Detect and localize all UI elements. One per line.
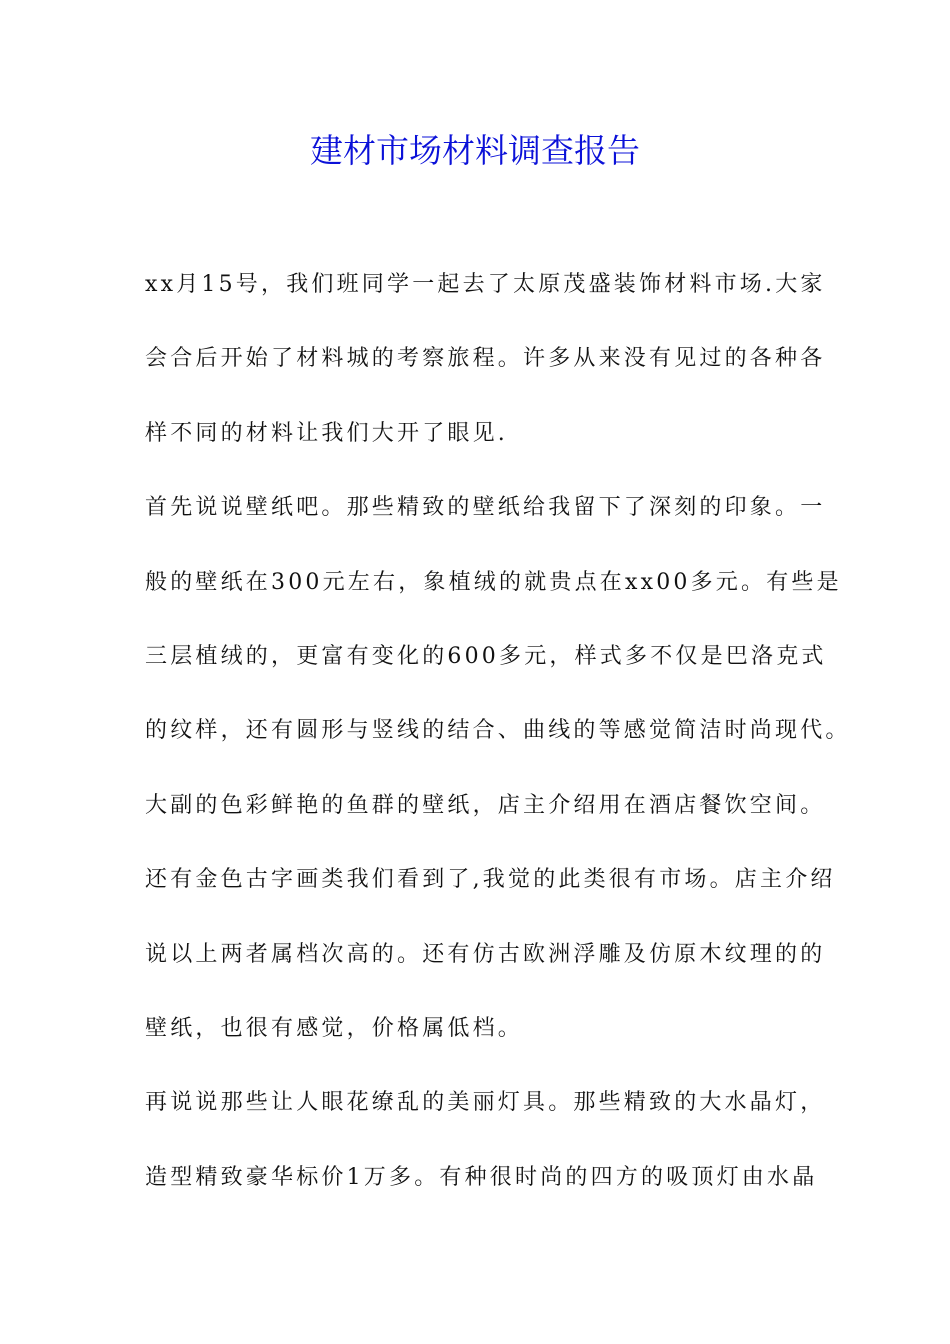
text-line: 样不同的材料让我们大开了眼见. bbox=[145, 420, 508, 446]
text-line: 三层植绒的，更富有变化的600多元，样式多不仅是巴洛克式 bbox=[145, 643, 827, 669]
document-title: 建材市场材料调查报告 bbox=[310, 131, 640, 170]
text-line: 的纹样，还有圆形与竖线的结合、曲线的等感觉简洁时尚现代。 bbox=[145, 718, 851, 744]
text-line: 会合后开始了材料城的考察旅程。许多从来没有见过的各种各 bbox=[145, 346, 826, 372]
text-line: 壁纸，也很有感觉，价格属低档。 bbox=[145, 1015, 524, 1041]
text-line: xx月15号，我们班同学一起去了太原茂盛装饰材料市场.大家 bbox=[145, 272, 826, 297]
text-line: 再说说那些让人眼花缭乱的美丽灯具。那些精致的大水晶灯， bbox=[145, 1090, 826, 1116]
document-body bbox=[145, 262, 851, 1229]
text-line: 首先说说壁纸吧。那些精致的壁纸给我留下了深刻的印象。一 bbox=[145, 495, 826, 521]
text-line: 说以上两者属档次高的。还有仿古欧洲浮雕及仿原木纹理的的 bbox=[145, 941, 826, 967]
text-line: 大副的色彩鲜艳的鱼群的壁纸，店主介绍用在酒店餐饮空间。 bbox=[145, 792, 826, 818]
text-line: 还有金色古字画类我们看到了,我觉的此类很有市场。店主介绍 bbox=[145, 867, 836, 893]
text-line: 般的壁纸在300元左右，象植绒的就贵点在xx00多元。有些是 bbox=[145, 569, 842, 595]
text-line: 造型精致豪华标价1万多。有种很时尚的四方的吸顶灯由水晶 bbox=[145, 1164, 818, 1190]
